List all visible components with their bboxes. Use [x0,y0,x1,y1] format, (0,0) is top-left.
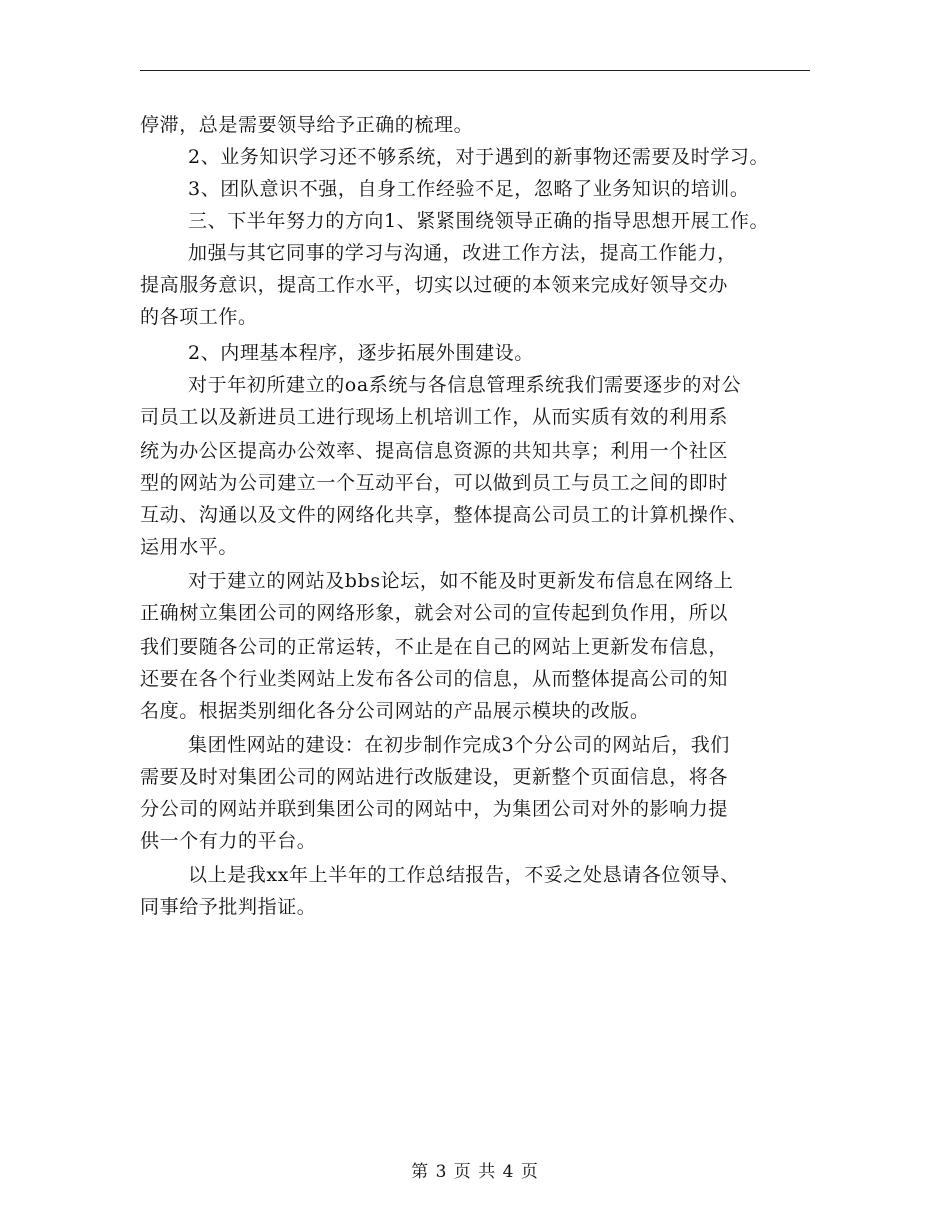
text-line: 需要及时对集团公司的网站进行改版建设，更新整个页面信息，将各 [140,766,729,788]
text-line: 统为办公区提高办公效率、提高信息资源的共知共享；利用一个社区 [140,440,729,462]
text-line: 2、内理基本程序，逐步拓展外围建设。 [188,342,534,364]
text-line: 同事给予批判指证。 [140,896,317,918]
text-line: 正确树立集团公司的网络形象，就会对公司的宣传起到负作用，所以 [140,602,729,624]
text-line: 提高服务意识，提高工作水平，切实以过硬的本领来完成好领导交办 [140,274,729,296]
text-line: 还要在各个行业类网站上发布各公司的信息，从而整体提高公司的知 [140,668,729,690]
text-line: 对于建立的网站及bbs论坛，如不能及时更新发布信息在网络上 [188,570,734,592]
text-line: 对于年初所建立的oa系统与各信息管理系统我们需要逐步的对公 [188,374,742,396]
page-indicator: 第 3 页 共 4 页 [411,1162,539,1182]
text-line: 互动、沟通以及文件的网络化共享，整体提高公司员工的计算机操作、 [140,504,748,526]
text-line: 3、团队意识不强，自身工作经验不足，忽略了业务知识的培训。 [188,178,750,200]
text-line: 型的网站为公司建立一个互动平台，可以做到员工与员工之间的即时 [140,472,729,494]
text-line: 供一个有力的平台。 [140,830,317,852]
text-line: 的各项工作。 [140,306,258,328]
text-line: 我们要随各公司的正常运转，不止是在自己的网站上更新发布信息， [140,636,729,658]
text-line: 集团性网站的建设：在初步制作完成3个分公司的网站后，我们 [188,734,730,756]
text-line: 分公司的网站并联到集团公司的网站中，为集团公司对外的影响力提 [140,798,729,820]
text-line: 运用水平。 [140,536,239,558]
header-rule [140,70,810,71]
text-line: 2、业务知识学习还不够系统，对于遇到的新事物还需要及时学习。 [188,146,770,168]
text-line: 司员工以及新进员工进行现场上机培训工作，从而实质有效的利用系 [140,406,729,428]
text-line: 以上是我xx年上半年的工作总结报告，不妥之处恳请各位领导、 [188,864,740,886]
text-line: 停滞，总是需要领导给予正确的梳理。 [140,114,474,136]
text-line: 加强与其它同事的学习与沟通，改进工作方法，提高工作能力， [188,242,737,264]
text-line: 名度。根据类别细化各分公司网站的产品展示模块的改版。 [140,700,650,722]
text-line: 三、下半年努力的方向1、紧紧围绕领导正确的指导思想开展工作。 [188,210,770,232]
